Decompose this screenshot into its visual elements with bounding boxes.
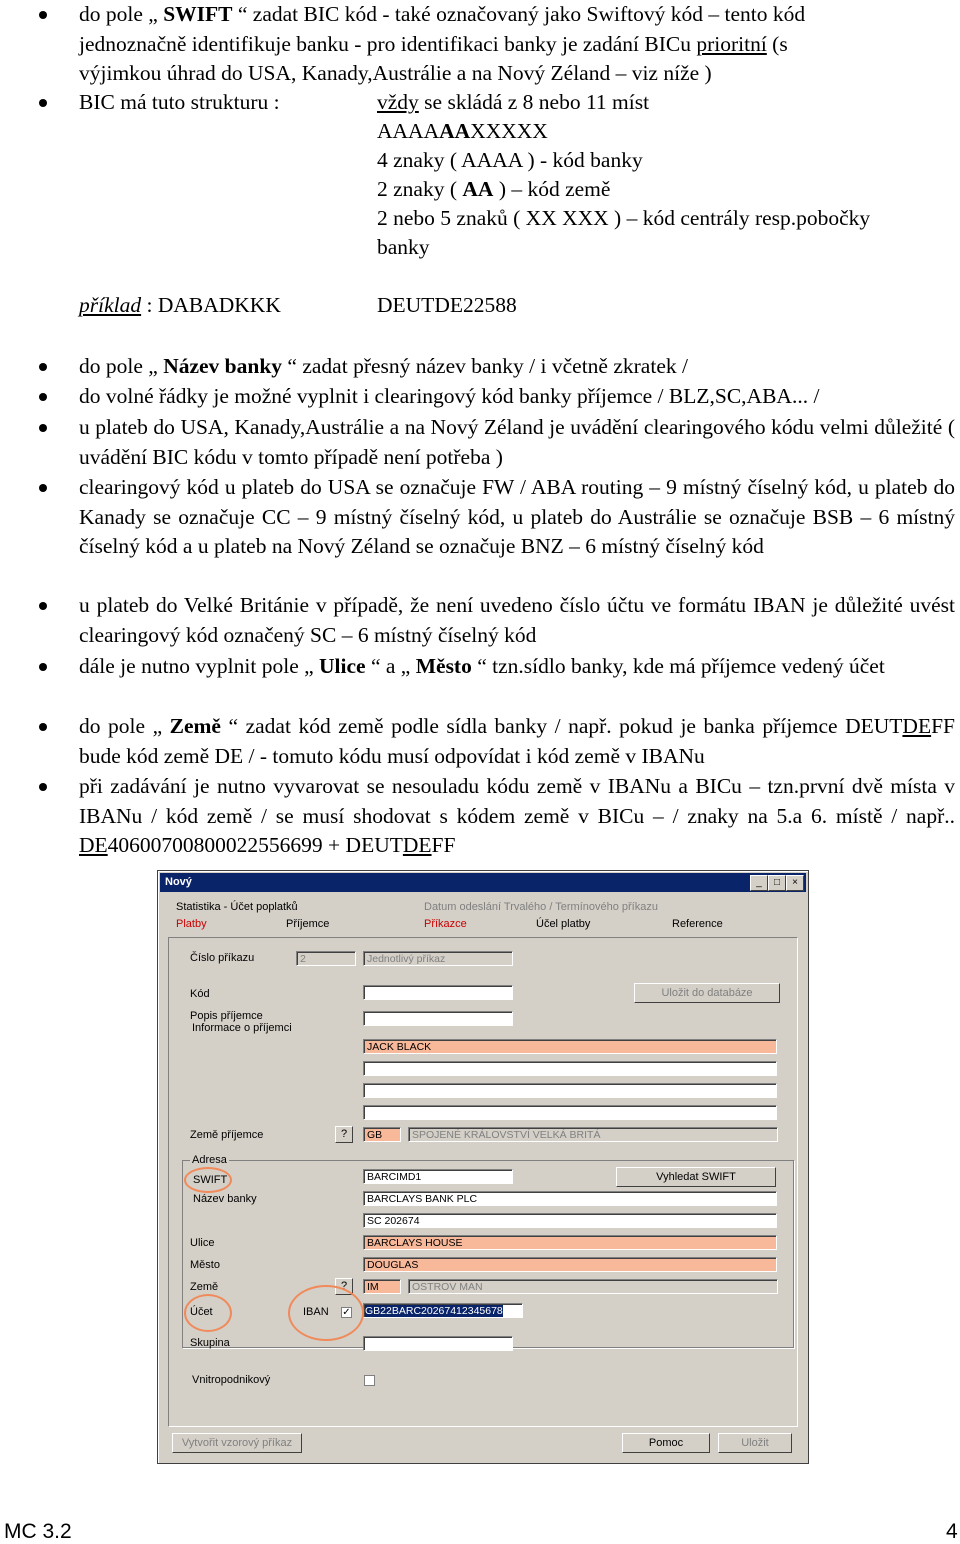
label-vnitropodnikovy: Vnitropodnikový	[192, 1374, 271, 1386]
tab-row-1	[170, 899, 796, 915]
maximize-button[interactable]: □	[768, 875, 786, 891]
city-field[interactable]: DOUGLAS	[363, 1257, 777, 1272]
highlight-iban-circle	[288, 1285, 364, 1341]
country-lookup-button[interactable]: ?	[335, 1126, 353, 1143]
label-cislo-prikazu: Číslo příkazu	[190, 952, 255, 964]
bullet-swift: do pole „ SWIFT “ zadat BIC kód - také označovaný jako Swiftový kód – tento kód jednoznačně identifikuje banku - pro identifikaci banky je zadání BICu prioritní (s výjimkou úhrad do USA, Kanady,Austrálie a na Nový Zéland – viz níže )	[79, 0, 955, 89]
tab-platby[interactable]: Platby	[176, 918, 207, 930]
bullet-bic-structure: BIC má tuto strukturu :	[79, 88, 955, 118]
label-adresa: Adresa	[192, 1154, 227, 1166]
label-popis-prijemce: Popis příjemce	[190, 1010, 263, 1022]
bullet-uk-sc: u plateb do Velké Británie v případě, že není uvedeno číslo účtu ve formátu IBAN je důležité uvést clearingový kód označený SC – 6 místný číselný kód	[79, 591, 955, 650]
account-value: GB22BARC20267412345678	[365, 1305, 503, 1317]
order-number-field[interactable]: 2	[296, 951, 356, 966]
footer-page-number: 4	[946, 1520, 958, 1543]
label-ulice: Ulice	[190, 1237, 215, 1249]
label-zeme: Země	[190, 1281, 219, 1293]
minimize-button[interactable]: _	[750, 875, 768, 891]
bic-rule: vždy se skládá z 8 nebo 11 míst	[377, 90, 650, 114]
label-zeme-prijemce: Země příjemce	[190, 1129, 264, 1141]
swift-field[interactable]: BARCIMD1	[363, 1169, 513, 1184]
label-informace: Informace o příjemci	[192, 1022, 292, 1034]
order-type-field[interactable]: Jednotlivý příkaz	[363, 951, 513, 966]
bank-country-lookup-button[interactable]: ?	[335, 1278, 353, 1295]
bullet-bank-name: do pole „ Název banky “ zadat přesný název banky / i včetně zkratek /	[79, 352, 955, 382]
window-titlebar	[160, 873, 806, 892]
recipient-country-name: SPOJENÉ KRÁLOVSTVÍ VELKÁ BRITÁ	[408, 1127, 778, 1142]
recipient-info-line-1[interactable]: JACK BLACK	[363, 1039, 777, 1054]
tab-row-2	[170, 916, 796, 932]
label-mesto: Město	[190, 1259, 220, 1271]
recipient-info-line-3[interactable]	[363, 1083, 777, 1098]
tab-prikazce[interactable]: Příkazce	[424, 918, 467, 930]
bank-name-field[interactable]: BARCLAYS BANK PLC	[363, 1191, 777, 1206]
footer-doc-id: MC 3.2	[4, 1520, 72, 1543]
bic-branch-code-cont: banky	[377, 235, 430, 259]
recipient-country-code[interactable]: GB	[363, 1127, 401, 1142]
tab-ucel-platby[interactable]: Účel platby	[536, 918, 591, 930]
group-field[interactable]	[363, 1336, 513, 1351]
bank-clearing-field[interactable]: SC 202674	[363, 1213, 777, 1228]
account-field[interactable]	[363, 1303, 523, 1318]
save-to-database-button[interactable]: Uložit do databáze	[634, 983, 780, 1003]
code-field[interactable]	[363, 985, 513, 1000]
close-button[interactable]: ×	[786, 875, 804, 891]
bank-country-code[interactable]: IM	[363, 1279, 401, 1294]
address-group	[182, 1160, 794, 1348]
bullet-clearing-types: clearingový kód u plateb do USA se označuje FW / ABA routing – 9 místný číselný kód, u plateb do Kanady se označuje CC – 9 místný číselný kód, u plateb do Austrálie se označuje BSB – 6 místný číselný kód a u plateb na Nový Zéland se označuje BNZ – 6 místný číselný kód	[79, 473, 955, 562]
create-template-button[interactable]: Vytvořit vzorový příkaz	[172, 1433, 302, 1453]
bullet-country: do pole „ Země “ zadat kód země podle sídla banky / např. pokud je banka příjemce DEUTDEFF bude kód země DE / - tomuto kódu musí odpovídat i kód země v IBANu	[79, 712, 955, 771]
label-iban: IBAN	[303, 1306, 329, 1318]
internal-checkbox[interactable]	[364, 1375, 375, 1386]
tab-statistika[interactable]: Statistika - Účet poplatků	[176, 901, 298, 913]
help-button[interactable]: Pomoc	[622, 1433, 710, 1453]
label-kod: Kód	[190, 988, 210, 1000]
iban-checkbox[interactable]: ✓	[342, 1307, 351, 1318]
label-skupina: Skupina	[190, 1337, 230, 1349]
window-title: Nový	[165, 876, 192, 888]
recipient-info-line-4[interactable]	[363, 1105, 777, 1120]
bic-branch-code: 2 nebo 5 znaků ( XX XXX ) – kód centrály resp.pobočky	[377, 206, 871, 230]
recipient-description-field[interactable]	[363, 1011, 513, 1026]
street-field[interactable]: BARCLAYS HOUSE	[363, 1235, 777, 1250]
highlight-swift-circle	[184, 1167, 232, 1193]
example-label: příklad : DABADKKK	[79, 293, 281, 317]
bullet-clearing-line: do volné řádky je možné vyplnit i clearingový kód banky příjemce / BLZ,SC,ABA... /	[79, 382, 955, 412]
payment-order-window	[157, 870, 809, 1464]
search-swift-button[interactable]: Vyhledat SWIFT	[616, 1167, 776, 1187]
bullet-usa-clearing: u plateb do USA, Kanady,Austrálie a na Nový Zéland je uvádění clearingového kódu velmi důležité ( uvádění BIC kódu v tomto případě není potřeba )	[79, 413, 955, 472]
bank-country-name: OSTROV MAN	[408, 1279, 778, 1294]
tab-prijemce[interactable]: Příjemce	[286, 918, 330, 930]
bic-country-code: 2 znaky ( AA ) – kód země	[377, 177, 611, 201]
tab-datum-odeslani[interactable]: Datum odeslání Trvalého / Termínového příkazu	[424, 901, 658, 913]
bic-pattern: AAAAAAXXXXX	[377, 119, 548, 143]
highlight-ucet-circle	[184, 1294, 232, 1332]
bullet-iban-bic-match: při zadávání je nutno vyvarovat se nesouladu kódu země v IBANu a BICu – tzn.první dvě místa v IBANu / kód země / se musí shodovat s kódem země v BICu – / znaky na 5.a 6. místě / např.. DE40600700800022556699 + DEUTDEFF	[79, 772, 955, 861]
save-button[interactable]: Uložit	[718, 1433, 792, 1453]
bullet-street-city: dále je nutno vyplnit pole „ Ulice “ a „ Město “ tzn.sídlo banky, kde má příjemce vedený účet	[79, 652, 955, 682]
tab-reference[interactable]: Reference	[672, 918, 723, 930]
bic-bank-code: 4 znaky ( AAAA ) - kód banky	[377, 148, 643, 172]
recipient-info-line-2[interactable]	[363, 1061, 777, 1076]
label-swift: SWIFT	[193, 1174, 228, 1186]
label-ucet: Účet	[190, 1306, 213, 1318]
label-nazev-banky: Název banky	[193, 1193, 257, 1205]
example-code: DEUTDE22588	[377, 293, 517, 317]
